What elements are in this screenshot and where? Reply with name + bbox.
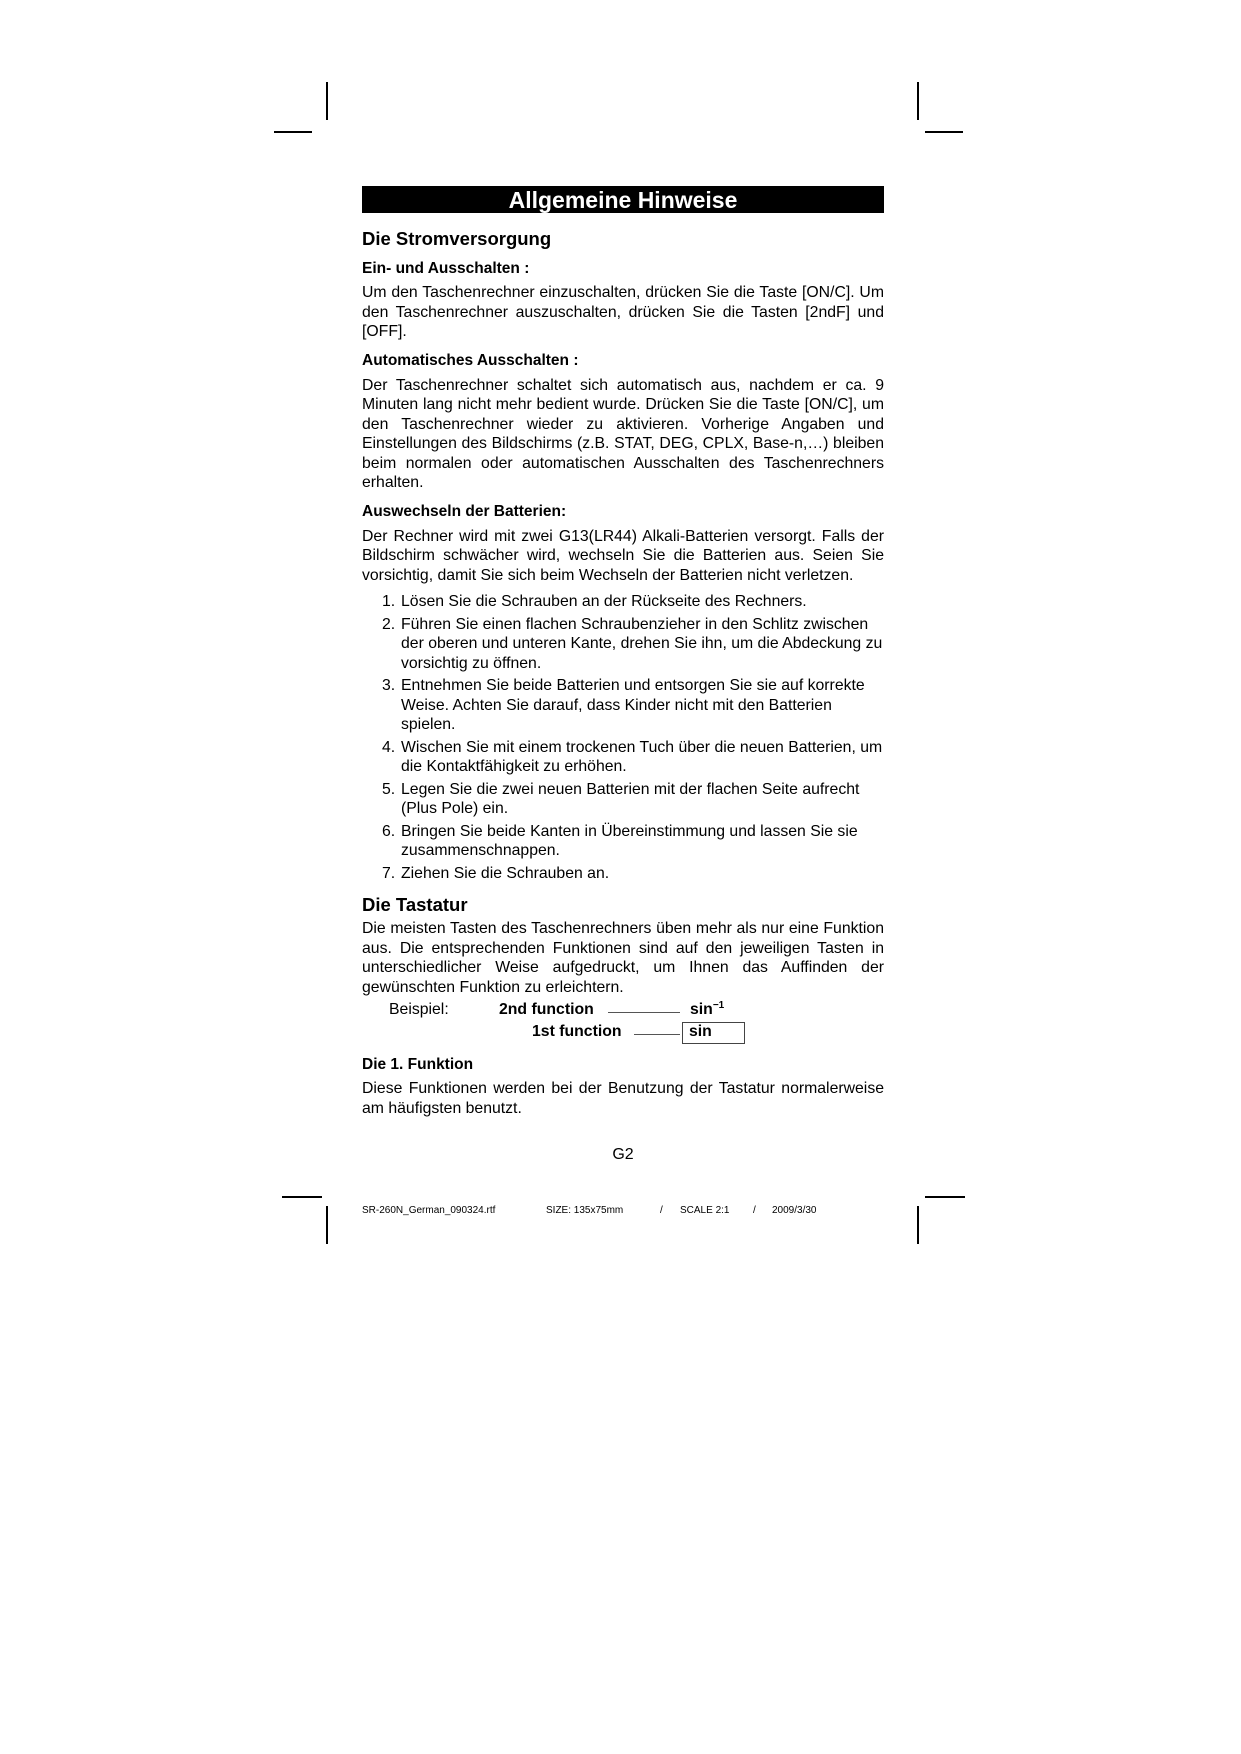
footer-filename: SR-260N_German_090324.rtf — [362, 1205, 496, 1216]
paragraph-battery: Der Rechner wird mit zwei G13(LR44) Alkali-Batterien versorgt. Falls der Bildschirm schwächer wird, wechseln Sie die Batterien aus. Seien Sie vorsichtig, damit Sie sich beim Wechseln der Batterien nicht verletzen. — [362, 527, 884, 584]
footer-size: SIZE: 135x75mm — [546, 1205, 624, 1216]
crop-mark-top-left-vertical — [326, 82, 328, 120]
list-item: 7. Ziehen Sie die Schrauben an. — [382, 864, 610, 882]
crop-mark-top-left-horizontal — [274, 131, 312, 133]
footer-scale: SCALE 2:1 — [680, 1205, 730, 1216]
subheading-on-off: Ein- und Ausschalten : — [362, 260, 530, 277]
crop-mark-bottom-right-horizontal — [925, 1196, 965, 1198]
second-function-label: 2nd function — [499, 1001, 594, 1018]
second-function-connector — [608, 1012, 680, 1013]
section-heading-keyboard: Die Tastatur — [362, 894, 468, 915]
page-number: G2 — [612, 1146, 634, 1163]
footer-separator: / — [660, 1205, 663, 1216]
subheading-auto-off: Automatisches Ausschalten : — [362, 351, 579, 369]
crop-mark-top-right-horizontal — [925, 131, 963, 133]
second-function-key-legend: $\sin^{-1}$ — [690, 1000, 725, 1018]
subheading-battery: Auswechseln der Batterien: — [362, 502, 567, 520]
crop-mark-bottom-left-horizontal — [282, 1196, 322, 1198]
crop-mark-bottom-left-vertical — [326, 1206, 328, 1244]
paragraph-on-off: Um den Taschenrechner einzuschalten, drücken Sie die Taste [ON/C]. Um den Taschenrechner auszuschalten, drücken Sie die Tasten [2ndF] und [OFF]. — [362, 284, 884, 340]
battery-steps-list — [362, 592, 884, 883]
first-function-label: 1st function — [532, 1023, 622, 1040]
first-function-key-legend: sin — [689, 1023, 712, 1040]
crop-mark-bottom-right-vertical — [917, 1206, 919, 1244]
list-item: 5. Legen Sie die zwei neuen Batterien mit der flachen Seite aufrecht (Plus Pole) ein. — [382, 780, 860, 817]
footer-date: 2009/3/30 — [772, 1205, 817, 1216]
crop-mark-top-right-vertical — [917, 82, 919, 120]
paragraph-keyboard: Die meisten Tasten des Taschenrechners üben mehr als nur eine Funktion aus. Die entsprechenden Funktionen sind auf den jeweiligen Tasten in unterschiedlicher Weise aufgedruckt, um Ihnen das Auffinden der gewünschten Funktion zu erleichtern. — [362, 920, 884, 996]
page-content — [362, 186, 884, 1163]
list-item: 6. Bringen Sie beide Kanten in Übereinstimmung und lassen Sie sie zusammenschnappen. — [382, 822, 858, 859]
section-heading-power: Die Stromversorgung — [362, 228, 552, 249]
list-item: 3. Entnehmen Sie beide Batterien und entsorgen Sie sie auf korrekte Weise. Achten Sie darauf, dass Kinder nicht mit den Batterien spielen. — [382, 677, 865, 733]
list-item: 4. Wischen Sie mit einem trockenen Tuch über die neuen Batterien, um die Kontaktfähigkeit zu erhöhen. — [382, 738, 883, 775]
subheading-first-function: Die 1. Funktion — [362, 1056, 474, 1073]
key-function-example — [362, 999, 884, 1047]
paragraph-first-function: Diese Funktionen werden bei der Benutzung der Tastatur normalerweise am häufigsten benutzt. — [362, 1080, 884, 1117]
list-item: 2. Führen Sie einen flachen Schraubenzieher in den Schlitz zwischen der oberen und unteren Kante, drehen Sie ihn, um die Abdeckung zu vorsichtig zu öffnen. — [382, 615, 883, 672]
page-title: Allgemeine Hinweise — [362, 186, 884, 213]
footer-separator: / — [753, 1205, 756, 1216]
example-label: Beispiel: — [389, 1001, 449, 1018]
paragraph-auto-off: Der Taschenrechner schaltet sich automatisch aus, nachdem er ca. 9 Minuten lang nicht mehr bedient wurde. Drücken Sie die Taste [ON/C], um den Taschenrechner wieder zu aktivieren. Vorherige Angaben und Einstellungen des Bildschirms (z.B. STAT, DEG, CPLX, Base-n,…) bleiben beim normalen oder automatischen Ausschalten des Taschenrechners erhalten. — [362, 376, 884, 491]
list-item: 1. Lösen Sie die Schrauben an der Rückseite des Rechners. — [382, 593, 807, 610]
first-function-connector — [634, 1034, 680, 1035]
